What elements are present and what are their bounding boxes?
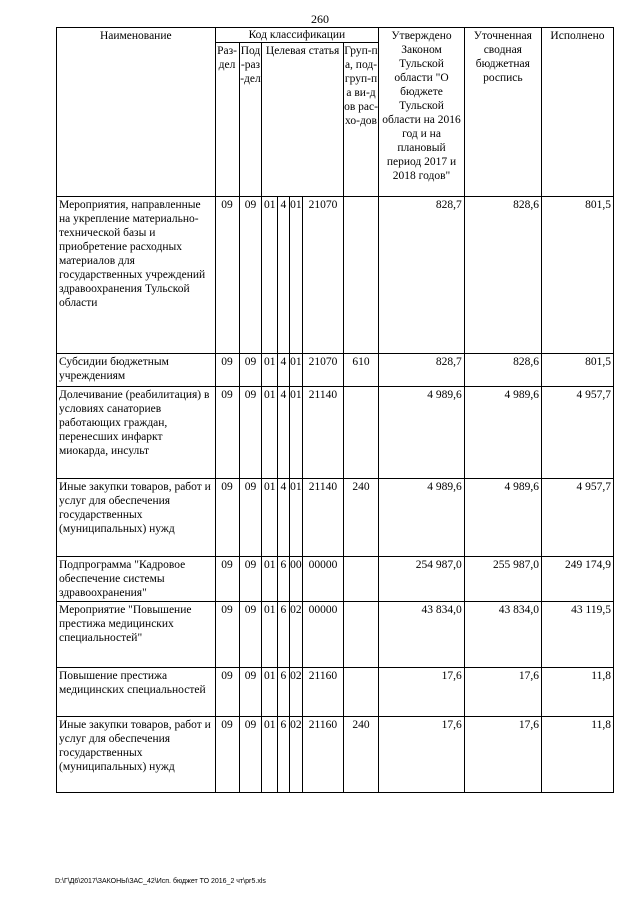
header-section: Раз-дел xyxy=(215,43,239,197)
row-group: 240 xyxy=(343,479,378,557)
row-target-2: 6 xyxy=(278,668,289,717)
row-group: 610 xyxy=(343,354,378,387)
row-section: 09 xyxy=(215,668,239,717)
row-section: 09 xyxy=(215,717,239,793)
row-executed: 801,5 xyxy=(541,354,613,387)
row-subsection: 09 xyxy=(239,354,262,387)
row-target-4: 00000 xyxy=(303,602,344,668)
table-row xyxy=(57,354,614,387)
table-row xyxy=(57,197,614,354)
row-target-2: 4 xyxy=(278,197,289,354)
row-approved: 828,7 xyxy=(379,197,465,354)
header-expense-group: Груп-па, под-груп-па ви-дов рас-хо-дов xyxy=(343,43,378,197)
file-path-footer: D:\Г\Д6\2017\ЗАКОНЫ\ЗАС_42\Исп. бюджет ТО 2016_2 чт\рг5.xls xyxy=(55,878,266,885)
header-refined: Уточненная сводная бюджетная роспись xyxy=(464,28,541,197)
header-name: Наименование xyxy=(57,28,216,197)
header-subsection: Под-раз-дел xyxy=(239,43,262,197)
row-approved: 4 989,6 xyxy=(379,387,465,479)
row-subsection: 09 xyxy=(239,197,262,354)
row-target-2: 6 xyxy=(278,602,289,668)
row-executed: 11,8 xyxy=(541,717,613,793)
header-approved: Утверждено Законом Тульской области "О бюджете Тульской области на 2016 год и на плановый период 2017 и 2018 годов" xyxy=(379,28,465,197)
row-subsection: 09 xyxy=(239,479,262,557)
header-executed: Исполнено xyxy=(541,28,613,197)
row-target-3: 02 xyxy=(289,602,303,668)
row-executed: 801,5 xyxy=(541,197,613,354)
row-executed: 11,8 xyxy=(541,668,613,717)
row-section: 09 xyxy=(215,479,239,557)
row-group xyxy=(343,557,378,602)
table-row xyxy=(57,387,614,479)
row-name: Иные закупки товаров, работ и услуг для обеспечения государственных (муниципальных) нужд xyxy=(57,717,216,793)
row-section: 09 xyxy=(215,602,239,668)
row-executed: 43 119,5 xyxy=(541,602,613,668)
row-target-1: 01 xyxy=(262,354,278,387)
table-row xyxy=(57,668,614,717)
row-target-4: 21160 xyxy=(303,668,344,717)
row-group xyxy=(343,602,378,668)
row-approved: 43 834,0 xyxy=(379,602,465,668)
row-refined: 43 834,0 xyxy=(464,602,541,668)
budget-table xyxy=(56,27,614,793)
row-target-1: 01 xyxy=(262,668,278,717)
row-target-2: 4 xyxy=(278,387,289,479)
row-executed: 4 957,7 xyxy=(541,479,613,557)
row-name: Повышение престижа медицинских специальностей xyxy=(57,668,216,717)
row-executed: 4 957,7 xyxy=(541,387,613,479)
row-target-3: 00 xyxy=(289,557,303,602)
row-name: Мероприятие "Повышение престижа медицинских специальностей" xyxy=(57,602,216,668)
row-target-3: 02 xyxy=(289,717,303,793)
row-refined: 828,6 xyxy=(464,197,541,354)
table-row xyxy=(57,557,614,602)
page-number: 260 xyxy=(311,12,329,26)
row-target-3: 01 xyxy=(289,197,303,354)
row-name: Долечивание (реабилитация) в условиях санаториев работающих граждан, перенесших инфаркт миокарда, инсульт xyxy=(57,387,216,479)
row-target-1: 01 xyxy=(262,479,278,557)
row-group xyxy=(343,668,378,717)
row-refined: 828,6 xyxy=(464,354,541,387)
row-target-1: 01 xyxy=(262,197,278,354)
header-target: Целевая статья xyxy=(262,43,343,197)
row-refined: 4 989,6 xyxy=(464,387,541,479)
row-target-2: 4 xyxy=(278,479,289,557)
row-refined: 4 989,6 xyxy=(464,479,541,557)
row-section: 09 xyxy=(215,354,239,387)
row-approved: 254 987,0 xyxy=(379,557,465,602)
row-target-3: 01 xyxy=(289,479,303,557)
row-refined: 17,6 xyxy=(464,668,541,717)
row-section: 09 xyxy=(215,557,239,602)
row-subsection: 09 xyxy=(239,387,262,479)
row-refined: 255 987,0 xyxy=(464,557,541,602)
row-target-3: 01 xyxy=(289,354,303,387)
row-target-3: 01 xyxy=(289,387,303,479)
row-target-1: 01 xyxy=(262,557,278,602)
row-target-4: 21140 xyxy=(303,479,344,557)
row-subsection: 09 xyxy=(239,717,262,793)
row-target-4: 21140 xyxy=(303,387,344,479)
row-executed: 249 174,9 xyxy=(541,557,613,602)
row-target-1: 01 xyxy=(262,602,278,668)
row-group xyxy=(343,197,378,354)
table-row xyxy=(57,717,614,793)
row-group xyxy=(343,387,378,479)
table-row xyxy=(57,602,614,668)
row-name: Субсидии бюджетным учреждениям xyxy=(57,354,216,387)
row-approved: 4 989,6 xyxy=(379,479,465,557)
row-target-2: 4 xyxy=(278,354,289,387)
row-name: Мероприятия, направленные на укрепление материально-технической базы и приобретение расходных материалов для государственных учреждений здравоохранения Тульской области xyxy=(57,197,216,354)
row-section: 09 xyxy=(215,387,239,479)
row-subsection: 09 xyxy=(239,668,262,717)
row-target-4: 21070 xyxy=(303,354,344,387)
row-target-3: 02 xyxy=(289,668,303,717)
row-name: Подпрограмма "Кадровое обеспечение системы здравоохранения" xyxy=(57,557,216,602)
row-approved: 17,6 xyxy=(379,717,465,793)
row-name: Иные закупки товаров, работ и услуг для обеспечения государственных (муниципальных) нужд xyxy=(57,479,216,557)
row-section: 09 xyxy=(215,197,239,354)
row-target-4: 21070 xyxy=(303,197,344,354)
row-group: 240 xyxy=(343,717,378,793)
row-refined: 17,6 xyxy=(464,717,541,793)
table-row xyxy=(57,479,614,557)
row-target-1: 01 xyxy=(262,387,278,479)
row-subsection: 09 xyxy=(239,602,262,668)
row-target-2: 6 xyxy=(278,717,289,793)
row-approved: 828,7 xyxy=(379,354,465,387)
row-target-1: 01 xyxy=(262,717,278,793)
header-row-1 xyxy=(57,28,614,43)
row-approved: 17,6 xyxy=(379,668,465,717)
row-target-4: 00000 xyxy=(303,557,344,602)
row-target-2: 6 xyxy=(278,557,289,602)
header-code-group: Код классификации xyxy=(215,28,379,43)
row-target-4: 21160 xyxy=(303,717,344,793)
row-subsection: 09 xyxy=(239,557,262,602)
